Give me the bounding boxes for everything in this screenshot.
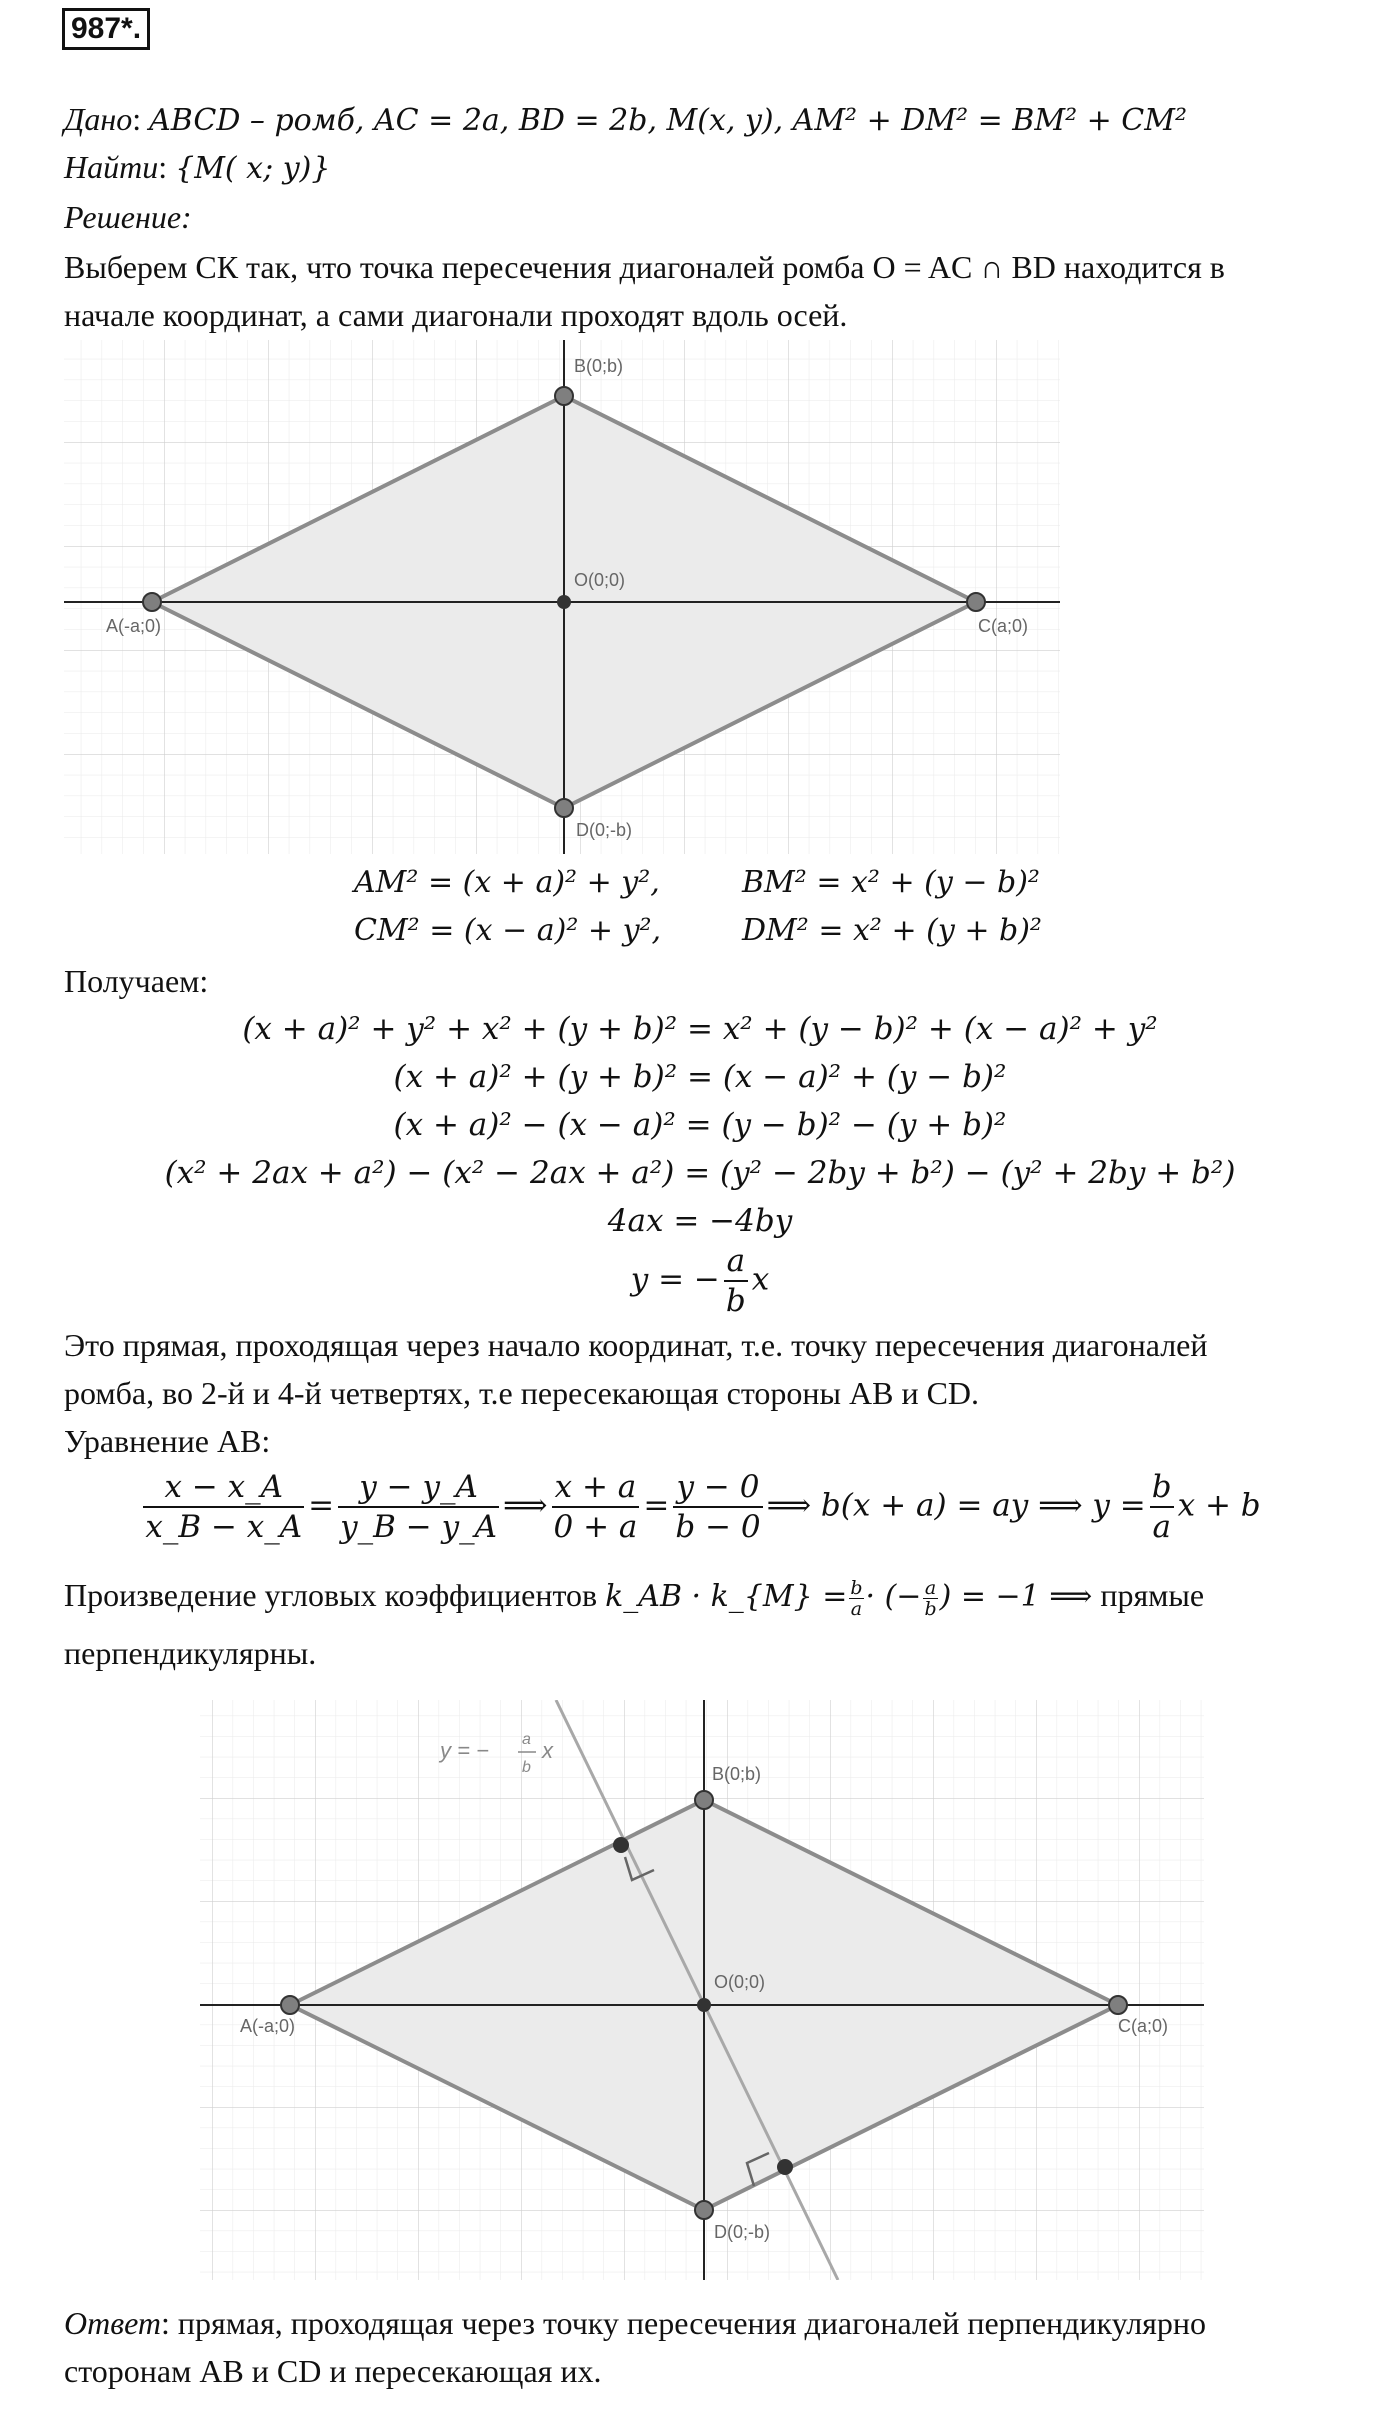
- formula-dm: DM² = x² + (y + b)²: [742, 913, 1042, 948]
- obtain-label: Получаем:: [64, 963, 209, 999]
- answer-line-2: сторонам AB и CD и пересекающая их.: [64, 2353, 602, 2389]
- derivation-line: (x + a)² + (y + b)² = (x − a)² + (y − b)²: [393, 1059, 1007, 1095]
- svg-text:b: b: [522, 1759, 531, 1776]
- label-b: B(0;b): [712, 1764, 762, 1784]
- derivation-line: (x + a)² − (x − a)² = (y − b)² − (y + b)²: [393, 1107, 1007, 1143]
- point-a: [281, 1996, 299, 2014]
- derivation-line: (x + a)² + y² + x² + (y + b)² = x² + (y − b)² + (x − a)² + y²: [242, 1011, 1158, 1047]
- svg-text:x: x: [542, 1738, 553, 1763]
- answer-line-1: Ответ: прямая, проходящая через точку пересечения диагоналей перпендикулярно: [64, 2305, 1207, 2341]
- formula-am: AM² = (x + a)² + y²,: [354, 865, 660, 900]
- given-line: Дано: ABCD – ромб, AC = 2a, BD = 2b, M(x, y), AM² + DM² = BM² + CM²: [64, 101, 1187, 138]
- rhombus-diagram-2: [200, 1700, 1204, 2280]
- formula-bm: BM² = x² + (y − b)²: [742, 865, 1040, 900]
- label-a: A(-a;0): [106, 616, 162, 636]
- find-label: Найти: [64, 149, 159, 185]
- problem-number: 987*.: [62, 8, 150, 50]
- label-d: D(0;-b): [576, 820, 633, 840]
- given-text: ABCD – ромб, AC = 2a, BD = 2b, M(x, y), AM² + DM² = BM² + CM²: [149, 103, 1187, 138]
- conclusion-line-1: Это прямая, проходящая через начало координат, т.е. точку пересечения диагоналей: [64, 1327, 1208, 1363]
- svg-text:y = −: y = −: [440, 1738, 489, 1763]
- intersection-cd: [777, 2159, 793, 2175]
- product-line: Произведение угловых коэффициентов k_AB · k_{M} = $\frac{b}{a}$ · (− $\frac{a}{b}$ ) = −1 ⟹ прямые: [64, 1577, 1205, 1621]
- derivation-line: 4ax = −4by: [607, 1203, 793, 1239]
- label-c: C(a;0): [978, 616, 1029, 636]
- point-c: [967, 593, 985, 611]
- point-d: [555, 799, 573, 817]
- intersection-ab: [613, 1837, 629, 1853]
- intro-line-2: начале координат, а сами диагонали проходят вдоль осей.: [64, 297, 848, 333]
- label-o: O(0;0): [574, 570, 626, 590]
- formula-cm: CM² = (x − a)² + y²,: [354, 913, 662, 948]
- point-o: [557, 595, 571, 609]
- point-b: [555, 387, 573, 405]
- label-o: O(0;0): [714, 1972, 766, 1992]
- derivation-line: (x² + 2ax + a²) − (x² − 2ax + a²) = (y² − 2by + b²) − (y² + 2by + b²): [164, 1155, 1236, 1191]
- result-line: y = − $\frac{a}{b}$ x: [630, 1243, 770, 1319]
- svg-text:a: a: [522, 1731, 531, 1748]
- point-c: [1109, 1996, 1127, 2014]
- ab-equation: $\frac{x - x\_A}{x\_B - x\_A}$ = $\frac{y - y\_A}{y\_B - y\_A}$ ⟹ $\frac{x + a}{0 + a}$ = $\frac{y - 0}{b - 0}$ ⟹ b(x + a) = ay ⟹ y = $\frac{b}{a}$ x + b: [145, 1469, 1261, 1545]
- product-line-2: перпендикулярны.: [64, 1635, 317, 1671]
- label-b: B(0;b): [574, 356, 624, 376]
- find-line: Найти: {M( x; y)}: [64, 149, 331, 186]
- ab-label: Уравнение AB:: [64, 1423, 271, 1459]
- find-text: {M( x; y)}: [175, 151, 331, 186]
- answer-label: Ответ: [64, 2305, 161, 2341]
- label-a: A(-a;0): [240, 2016, 296, 2036]
- point-b: [695, 1791, 713, 1809]
- label-c: C(a;0): [1118, 2016, 1169, 2036]
- rhombus-diagram-1: [64, 340, 1060, 854]
- point-d: [695, 2201, 713, 2219]
- intro-line-1: Выберем СК так, что точка пересечения диагоналей ромба O = AC ∩ BD находится в: [64, 249, 1225, 285]
- point-o: [697, 1998, 711, 2012]
- conclusion-line-2: ромба, во 2-й и 4-й четвертях, т.е пересекающая стороны AB и CD.: [64, 1375, 980, 1411]
- label-d: D(0;-b): [714, 2222, 771, 2242]
- solution-label: Решение:: [64, 199, 192, 235]
- given-label: Дано: [64, 101, 133, 137]
- point-a: [143, 593, 161, 611]
